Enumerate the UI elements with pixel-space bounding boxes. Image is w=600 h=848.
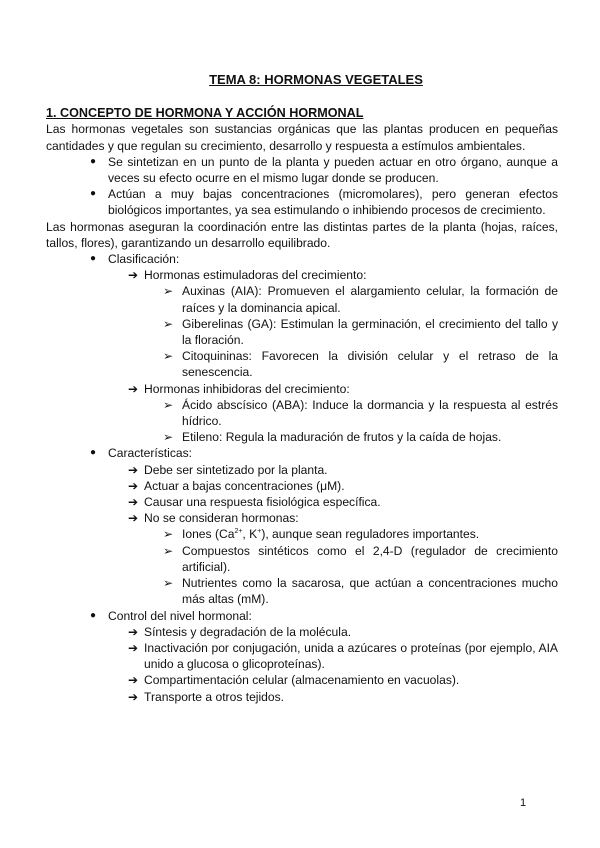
chevron-icon: ➢ (163, 527, 174, 542)
bullet-icon: ● (90, 609, 97, 621)
chevron-icon: ➢ (163, 430, 174, 445)
list-item: ➢ Etileno: Regula la maduración de frutos y la caída de hojas. (163, 430, 502, 445)
chevron-icon: ➢ (163, 349, 174, 364)
bullet-icon: ● (90, 253, 97, 265)
list-item: ➔ Causar una respuesta fisiológica específica. (128, 495, 381, 510)
bullet-icon: ● (90, 188, 97, 200)
list-item: ➔ Hormonas estimuladoras del crecimiento: (128, 268, 367, 283)
list-item: ● Se sintetizan en un punto de la planta y pueden actuar en otro órgano, aunque a veces su efecto ocurre en el mismo lugar donde se producen. (90, 154, 558, 186)
list-item: ➔ Transporte a otros tejidos. (128, 689, 285, 704)
page-title: TEMA 8: HORMONAS VEGETALES (209, 72, 423, 87)
bullet-icon: ● (90, 155, 97, 167)
arrow-icon: ➔ (128, 268, 139, 283)
bullet-icon: ● (90, 447, 97, 459)
list-item: ➔ Compartimentación celular (almacenamiento en vacuolas). (128, 673, 460, 688)
arrow-icon: ➔ (128, 689, 139, 704)
chevron-icon: ➢ (163, 576, 174, 591)
list-item: ➢ Ácido abscísico (ABA): Induce la dormancia y la respuesta al estrés hídrico. (163, 397, 558, 429)
arrow-icon: ➔ (128, 381, 139, 396)
list-item: ● Control del nivel hormonal: (90, 608, 252, 623)
list-item: ➢ Citoquininas: Favorecen la división celular y el retraso de la senescencia. (163, 349, 558, 380)
page-number: 1 (520, 797, 527, 809)
arrow-icon: ➔ (128, 511, 139, 526)
intro-paragraph: Las hormonas vegetales son sustancias orgánicas que las plantas producen en pequeñas cantidades y que regulan su crecimiento, desarrollo y respuesta a estímulos ambientales. (46, 122, 558, 153)
list-item: ➢ Nutrientes como la sacarosa, que actúan a concentraciones mucho más altas (mM). (163, 576, 558, 607)
chevron-icon: ➢ (163, 316, 174, 331)
list-item: ➢ Iones ($Ca^{2+}$, K+), aunque sean reguladores importantes. (163, 527, 480, 542)
chevron-icon: ➢ (163, 397, 174, 412)
arrow-icon: ➔ (128, 495, 139, 510)
list-item: ➢ Auxinas (AIA): Promueven el alargamiento celular, la formación de raíces y la dominancia apical. (163, 284, 558, 315)
arrow-icon: ➔ (128, 624, 139, 639)
list-item: ● Clasificación: (90, 252, 180, 267)
list-item: ➔ Actuar a bajas concentraciones (μM). (128, 478, 345, 493)
list-item: ➢ Compuestos sintéticos como el 2,4-D (regulador de crecimiento artificial). (163, 543, 558, 574)
list-item: ➔ Hormonas inhibidoras del crecimiento: (128, 381, 350, 396)
arrow-icon: ➔ (128, 462, 139, 477)
chevron-icon: ➢ (163, 543, 174, 558)
arrow-icon: ➔ (128, 673, 139, 688)
chevron-icon: ➢ (163, 284, 174, 299)
arrow-icon: ➔ (128, 478, 139, 493)
arrow-icon: ➔ (128, 640, 139, 655)
coordination-paragraph: Las hormonas aseguran la coordinación entre las distintas partes de la planta (hojas, raíces, tallos, flores), garantizando un desarrollo equilibrado. (46, 219, 558, 250)
list-item: ➔ Debe ser sintetizado por la planta. (128, 462, 328, 477)
list-item: ➢ Giberelinas (GA): Estimulan la germinación, el crecimiento del tallo y la floración. (163, 316, 558, 348)
list-item: ➔ No se consideran hormonas: (128, 511, 299, 526)
list-item: ➔ Inactivación por conjugación, unida a azúcares o proteínas (por ejemplo, AIA unido a glucosa o glicoproteínas). (128, 640, 558, 672)
document-page (46, 72, 558, 705)
list-item: ● Actúan a muy bajas concentraciones (micromolares), pero generan efectos biológicos importantes, ya sea estimulando o inhibiendo procesos de crecimiento. (90, 187, 558, 218)
list-item: ● Características: (90, 446, 193, 461)
list-item: ➔ Síntesis y degradación de la molécula. (128, 624, 352, 639)
section-heading: 1. CONCEPTO DE HORMONA Y ACCIÓN HORMONAL (46, 106, 364, 121)
